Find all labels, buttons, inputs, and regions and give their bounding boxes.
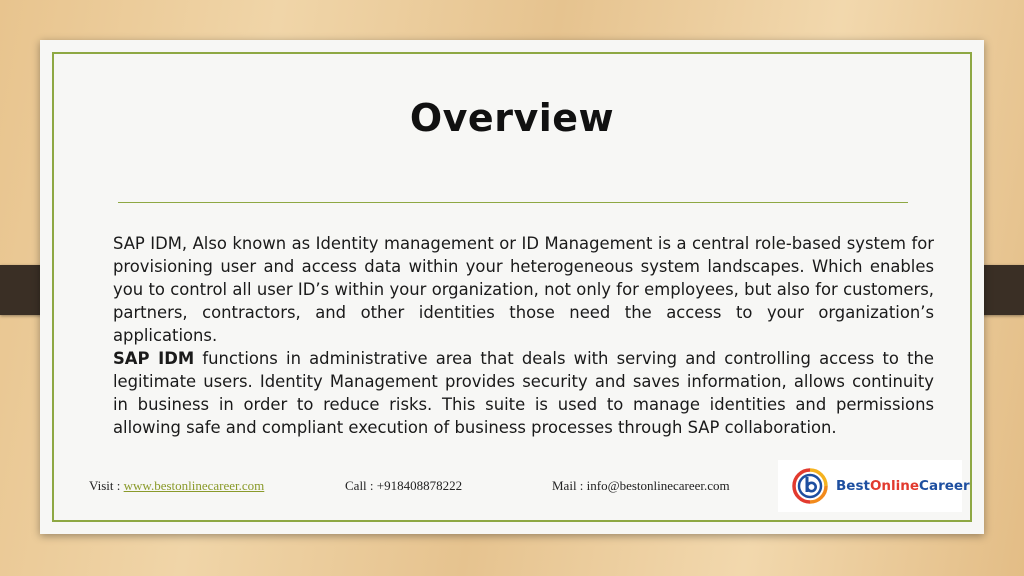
sap-idm-bold: SAP IDM [113,349,195,368]
footer-mail: Mail : info@bestonlinecareer.com [552,478,730,493]
logo-word-best: Best [836,478,870,494]
slide-body [113,232,934,439]
company-logo [778,460,970,512]
title-divider [118,202,908,203]
footer-visit-label: Visit : [89,478,124,493]
logo-wordmark [836,478,970,494]
body-paragraph-2-text: functions in administrative area that deals with serving and controlling access to the legitimate users. Identity Management provides security and saves information, allows continuity in business in order to reduce risks. This suite is used to manage identities and permissions allowing safe and compliant execution of business processes through SAP collaboration. [113,349,934,437]
slide-card [40,40,984,534]
footer-call: Call : +918408878222 [345,478,463,493]
slide-title: Overview [409,96,615,140]
logo-word-online: Online [869,478,920,494]
website-link[interactable]: www.bestonlinecareer.com [123,478,265,493]
body-paragraph-2 [113,347,934,439]
footer-visit [89,478,264,494]
logo-word-career: Career [919,478,970,494]
logo-mark-icon [792,467,828,505]
body-paragraph-1: SAP IDM, Also known as Identity management or ID Management is a central role-based system for provisioning user and access data within your heterogeneous system landscapes. Which enables you to control all user ID’s within your organization, not only for employees, but also for customers, partners, contractors, and other identities those need the access to your organization’s applications. [113,234,934,345]
